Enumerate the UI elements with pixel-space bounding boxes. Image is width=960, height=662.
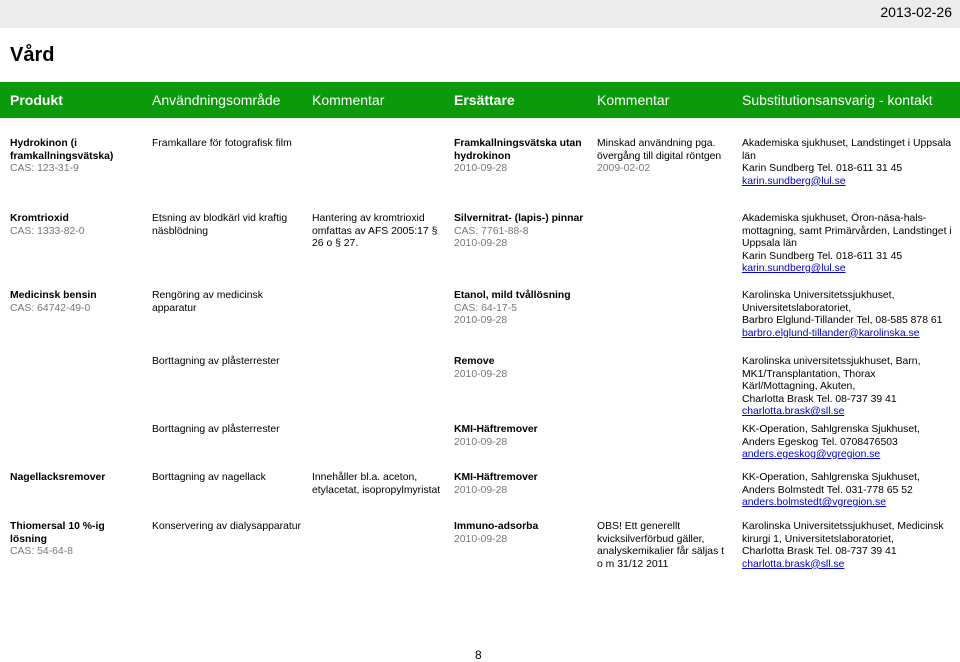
contact-cell <box>742 472 952 510</box>
header-kommentar-2: Kommentar <box>597 92 670 108</box>
product-cell <box>10 213 140 238</box>
use-cell: Borttagning av plåsterrester <box>152 424 280 435</box>
substitute-cas: CAS: 64-17-5 <box>454 302 517 314</box>
product-cas: CAS: 123-31-9 <box>10 163 79 174</box>
product-name: Medicinsk bensin <box>10 290 97 301</box>
substitute-cell <box>454 213 589 251</box>
substitute-cell <box>454 472 589 497</box>
header-produkt: Produkt <box>10 92 63 108</box>
sub-comment-date: 2009-02-02 <box>597 163 651 174</box>
header-anvandningsomrade: Användningsområde <box>152 92 281 108</box>
product-name: Nagellacksremover <box>10 472 106 483</box>
contact-text: Karolinska Universitetssjukhuset, Medicinsk kirurgi 1, Universitetslaboratoriet, Charlotta Brask Tel. 08-737 39 41 <box>742 521 944 557</box>
substitute-cell <box>454 356 589 381</box>
use-cell: Borttagning av nagellack <box>152 472 266 483</box>
contact-email-link[interactable]: karin.sundberg@lul.se <box>742 175 846 187</box>
substitute-name: KMI-Häftremover <box>454 472 538 483</box>
substitute-name: Framkallningsvätska utan hydrokinon <box>454 138 582 162</box>
contact-text: KK-Operation, Sahlgrenska Sjukhuset, Anders Bolmstedt Tel. 031-778 65 52 <box>742 472 920 496</box>
page-title: Vård <box>10 44 55 66</box>
contact-text: Karolinska universitetssjukhuset, Barn, MK1/Transplantation, Thorax Kärl/Mottagning, Akuten, Charlotta Brask Tel. 08-737 39 41 <box>742 356 921 405</box>
substitute-date: 2010-09-28 <box>454 436 508 448</box>
contact-cell <box>742 138 952 188</box>
substitute-date: 2010-09-28 <box>454 163 508 174</box>
contact-email-link[interactable]: charlotta.brask@sll.se <box>742 406 845 417</box>
header-substitutionsansvarig: Substitutionsansvarig - kontakt <box>742 92 933 108</box>
use-cell: Konservering av dialysapparatur <box>152 521 302 532</box>
contact-email-link[interactable]: karin.sundberg@lul.se <box>742 263 846 274</box>
date-bar <box>0 0 960 28</box>
substitute-date: 2010-09-28 <box>454 533 508 545</box>
page-number: 8 <box>475 648 482 662</box>
product-name: Hydrokinon (i framkallningsvätska) <box>10 138 114 162</box>
contact-text: Akademiska sjukhuset, Öron-näsa-hals-mottagning, samt Primärvården, Landstinget i Uppsala län Karin Sundberg Tel. 018-611 31 45 <box>742 213 952 262</box>
contact-text: KK-Operation, Sahlgrenska Sjukhuset, Anders Egeskog Tel. 0708476503 <box>742 424 920 448</box>
product-name: Thiomersal 10 %-ig lösning <box>10 521 105 545</box>
comment-cell: Hantering av kromtrioxid omfattas av AFS 2005:17 § 26 o § 27. <box>312 213 438 249</box>
product-cell <box>10 472 140 485</box>
substitute-cell <box>454 424 589 449</box>
document-date: 2013-02-26 <box>880 4 952 20</box>
contact-cell <box>742 424 952 462</box>
contact-cell <box>742 356 952 419</box>
product-cell <box>10 521 140 559</box>
substitute-date: 2010-09-28 <box>454 238 508 249</box>
substitute-cell <box>454 521 589 546</box>
use-cell: Etsning av blodkärl vid kraftig näsblödning <box>152 213 288 237</box>
substitute-name: Immuno-adsorba <box>454 521 539 532</box>
substitute-name: Etanol, mild tvållösning <box>454 290 571 301</box>
product-name: Kromtrioxid <box>10 213 69 224</box>
substitute-name: KMI-Häftremover <box>454 424 538 435</box>
use-cell: Rengöring av medicinsk apparatur <box>152 290 263 314</box>
contact-email-link[interactable]: charlotta.brask@sll.se <box>742 558 845 570</box>
contact-text: Karolinska Universitetssjukhuset, Universitetslaboratoriet, Barbro Elglund-Tillander Tel, 08-585 878 61 <box>742 290 943 326</box>
substitute-cell <box>454 290 589 328</box>
contact-cell <box>742 213 952 276</box>
table-header <box>0 82 960 118</box>
sub-comment-cell: OBS! Ett generellt kvicksilverförbud gäller, analyskemikalier får säljas t o m 31/12 2011 <box>597 521 725 570</box>
contact-cell <box>742 521 952 571</box>
product-cell <box>10 290 140 315</box>
use-cell: Framkallare för fotografisk film <box>152 138 292 149</box>
contact-cell <box>742 290 952 340</box>
substitute-cell <box>454 138 589 176</box>
contact-email-link[interactable]: anders.egeskog@vgregion.se <box>742 449 881 460</box>
substitute-date: 2010-09-28 <box>454 484 508 496</box>
substitute-date: 2010-09-28 <box>454 315 508 326</box>
contact-text: Akademiska sjukhuset, Landstinget i Uppsala län Karin Sundberg Tel. 018-611 31 45 <box>742 138 952 174</box>
header-kommentar: Kommentar <box>312 92 385 108</box>
substitute-name: Silvernitrat- (lapis-) pinnar <box>454 213 584 224</box>
contact-email-link[interactable]: barbro.elglund-tillander@karolinska.se <box>742 327 920 339</box>
comment-cell: Innehåller bl.a. aceton, etylacetat, isopropylmyristat <box>312 472 441 496</box>
product-cas: CAS: 64742-49-0 <box>10 302 91 314</box>
product-cas: CAS: 54-64-8 <box>10 546 73 557</box>
sub-comment: Minskad användning pga. övergång till digital röntgen <box>597 138 722 162</box>
contact-email-link[interactable]: anders.bolmstedt@vgregion.se <box>742 497 886 508</box>
substitute-name: Remove <box>454 356 495 367</box>
substitute-date: 2010-09-28 <box>454 368 508 380</box>
product-cas: CAS: 1333-82-0 <box>10 225 85 237</box>
product-cell <box>10 138 140 176</box>
sub-comment-cell <box>597 138 732 176</box>
use-cell: Borttagning av plåsterrester <box>152 356 280 367</box>
substitute-cas: CAS: 7761-88-8 <box>454 225 529 237</box>
header-ersattare: Ersättare <box>454 92 515 108</box>
